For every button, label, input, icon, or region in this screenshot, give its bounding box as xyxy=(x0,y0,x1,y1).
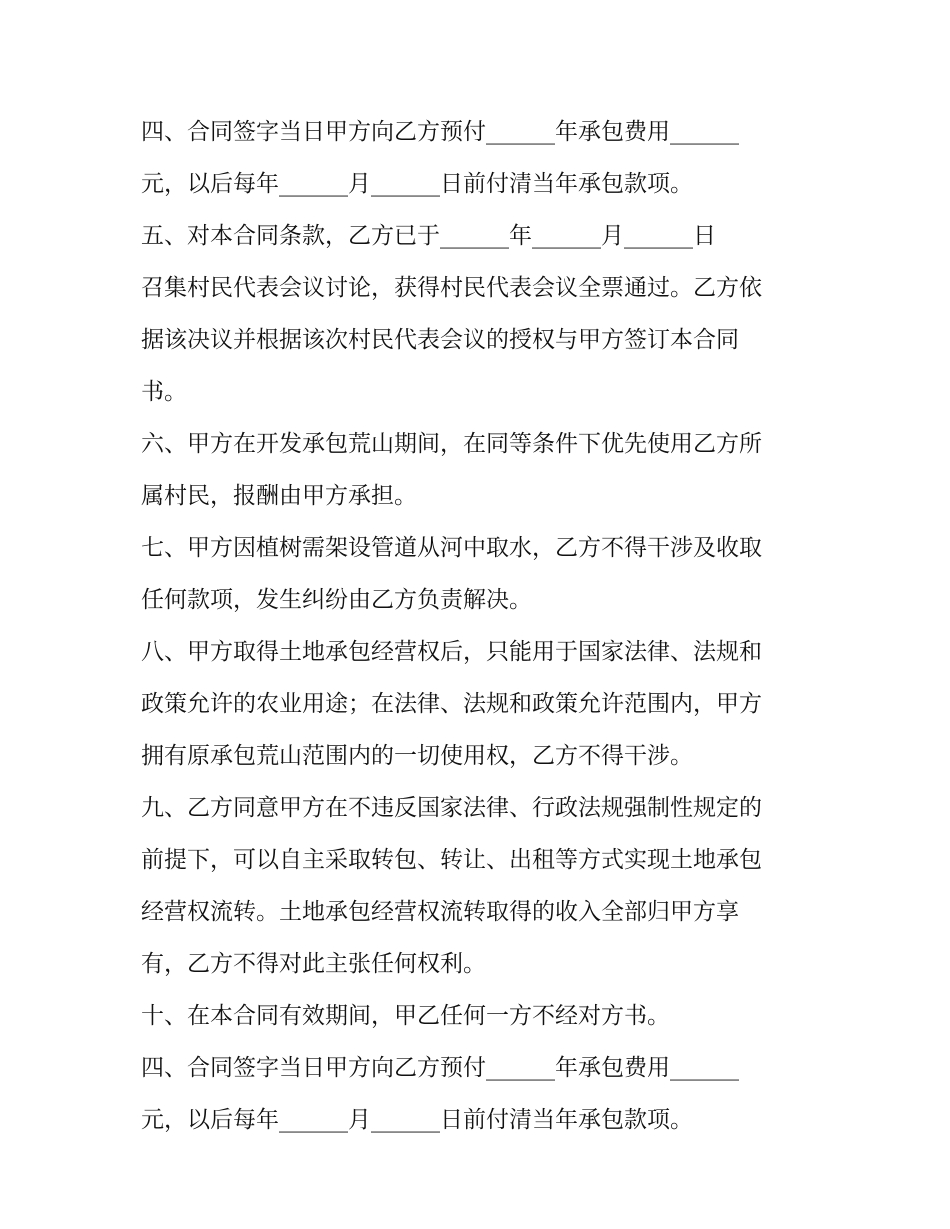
clause-8-line-3: 拥有原承包荒山范围内的一切使用权，乙方不得干涉。 xyxy=(141,743,693,769)
clause-7-line-1: 七、甲方因植树需架设管道从河中取水，乙方不得干涉及收取 xyxy=(141,535,762,561)
clause-6-line-1: 六、甲方在开发承包荒山期间，在同等条件下优先使用乙方所 xyxy=(141,431,762,457)
clause-7-line-2: 任何款项，发生纠纷由乙方负责解决。 xyxy=(141,587,532,613)
clause-9-line-4: 有，乙方不得对此主张任何权利。 xyxy=(141,951,486,977)
clause-5-line-1: 五、对本合同条款，乙方已于______年______月______日 xyxy=(141,223,716,249)
clause-8-line-1: 八、甲方取得土地承包经营权后，只能用于国家法律、法规和 xyxy=(141,639,762,665)
clause-4-line-2: 元，以后每年______月______日前付清当年承包款项。 xyxy=(141,171,693,197)
clause-9-line-2: 前提下，可以自主采取转包、转让、出租等方式实现土地承包 xyxy=(141,847,762,873)
clause-4-repeat-line-2: 元，以后每年______月______日前付清当年承包款项。 xyxy=(141,1107,693,1133)
clause-5-line-3: 据该决议并根据该次村民代表会议的授权与甲方签订本合同 xyxy=(141,327,739,353)
clause-4-repeat-line-1: 四、合同签字当日甲方向乙方预付______年承包费用______ xyxy=(141,1055,739,1081)
clause-6-line-2: 属村民，报酬由甲方承担。 xyxy=(141,483,417,509)
clause-5-line-2: 召集村民代表会议讨论，获得村民代表会议全票通过。乙方依 xyxy=(141,275,762,301)
clause-10-line-1: 十、在本合同有效期间，甲乙任何一方不经对方书。 xyxy=(141,1003,670,1029)
clause-5-line-4: 书。 xyxy=(141,379,187,405)
contract-body xyxy=(141,106,821,1146)
clause-8-line-2: 政策允许的农业用途；在法律、法规和政策允许范围内，甲方 xyxy=(141,691,762,717)
clause-9-line-3: 经营权流转。土地承包经营权流转取得的收入全部归甲方享 xyxy=(141,899,739,925)
clause-4-line-1: 四、合同签字当日甲方向乙方预付______年承包费用______ xyxy=(141,119,739,145)
clause-9-line-1: 九、乙方同意甲方在不违反国家法律、行政法规强制性规定的 xyxy=(141,795,762,821)
